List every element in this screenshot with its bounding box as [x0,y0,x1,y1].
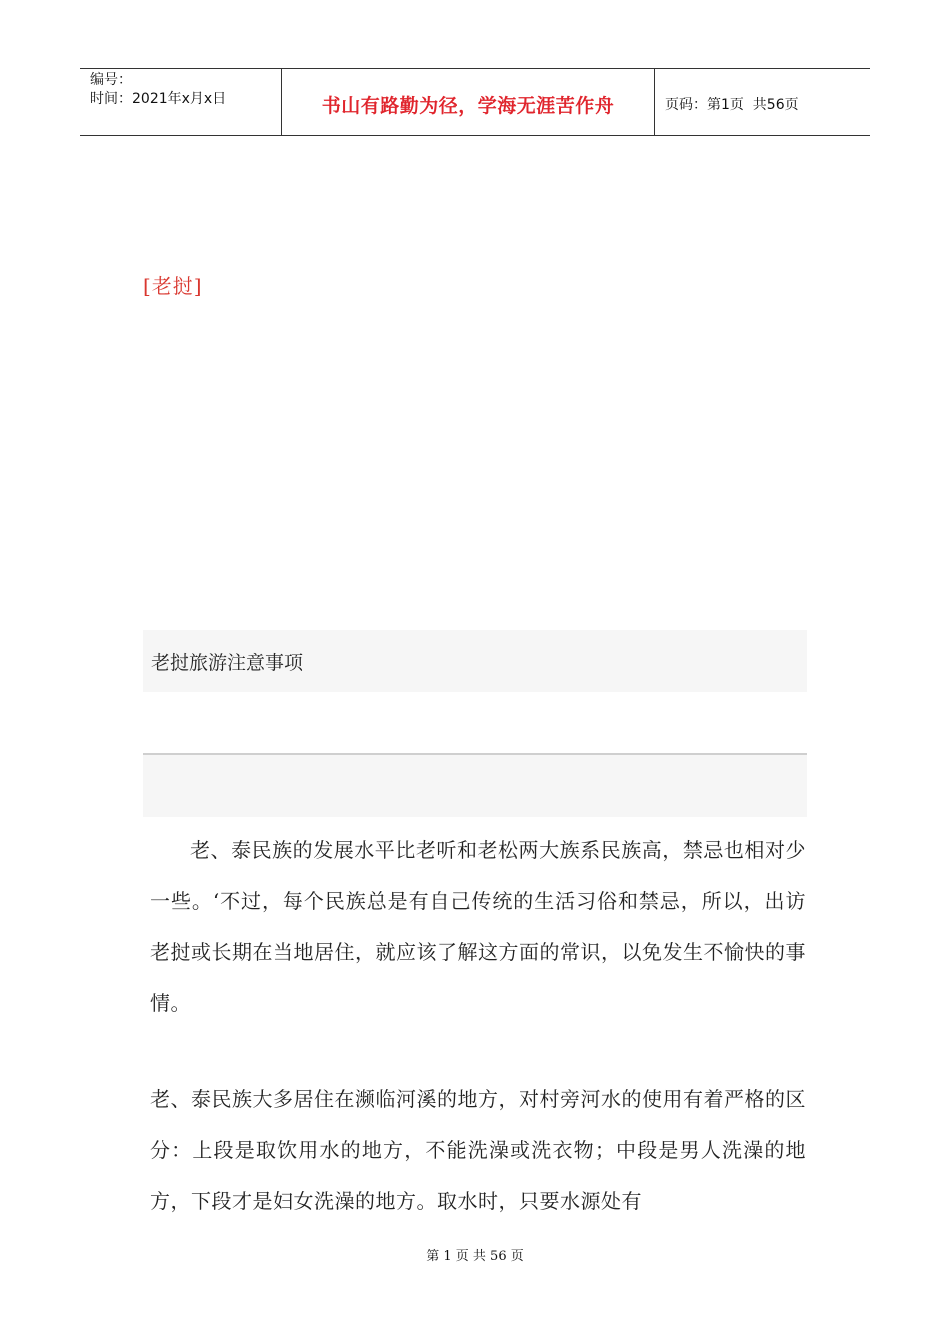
header-page-info: 页码：第1页 共56页 [665,97,799,113]
header-motto: 书山有路勤为径，学海无涯苦作舟 [282,69,655,135]
time-label: 时间：2021年x月x日 [90,91,227,107]
page-footer: 第 1 页 共 56 页 [426,1249,524,1264]
empty-gray-box [143,755,807,817]
document-header [80,68,870,136]
number-label: 编号： [90,72,132,88]
paragraph-2: 老、泰民族大多居住在濒临河溪的地方，对村旁河水的使用有着严格的区分：上段是取饮用水的地方，不能洗澡或洗衣物；中段是男人洗澡的地方，下段才是妇女洗澡的地方。取水时，只要水源处有 [150,1087,806,1213]
paragraph-1: 老、泰民族的发展水平比老听和老松两大族系民族高，禁忌也相对少一些。‘不过，每个民族总是有自己传统的生活习俗和禁忌，所以，出访老挝或长期在当地居住，就应该了解这方面的常识，以免发生不愉快的事情。 [150,838,806,1015]
document-title-box [143,630,807,692]
header-meta-cell [80,69,282,135]
country-tag: [老挝] [143,274,203,298]
document-title: 老挝旅游注意事项 [151,651,304,674]
